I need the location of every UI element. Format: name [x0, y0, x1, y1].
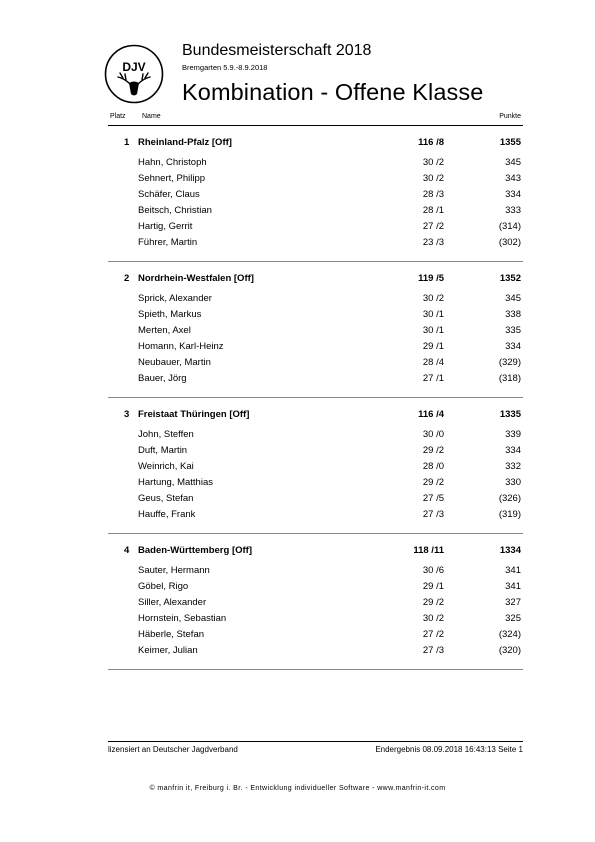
- member-score: 27 /1: [422, 373, 444, 384]
- column-punkte: Punkte: [499, 113, 521, 120]
- member-name: Hornstein, Sebastian: [138, 613, 227, 624]
- member-row: [108, 581, 523, 595]
- member-points: 330: [505, 477, 521, 488]
- member-points: 345: [505, 293, 521, 304]
- member-row: [108, 477, 523, 491]
- team-name: Rheinland-Pfalz [Off]: [138, 137, 232, 148]
- team-points: 1355: [499, 137, 521, 148]
- member-row: [108, 325, 523, 339]
- member-score: 30 /0: [422, 429, 444, 440]
- member-score: 28 /0: [422, 461, 444, 472]
- column-platz: Platz: [110, 113, 126, 120]
- member-score: 30 /6: [422, 565, 444, 576]
- team-name: Baden-Württemberg [Off]: [138, 545, 252, 556]
- team-rank: 4: [124, 545, 130, 556]
- member-row: [108, 293, 523, 307]
- member-score: 29 /2: [422, 597, 444, 608]
- team-rank: 2: [124, 273, 130, 284]
- member-row: [108, 309, 523, 323]
- member-score: 28 /3: [422, 189, 444, 200]
- member-row: [108, 157, 523, 171]
- member-row: [108, 565, 523, 579]
- member-name: Hauffe, Frank: [138, 509, 196, 520]
- member-name: Homann, Karl-Heinz: [138, 341, 224, 352]
- team-group: [108, 262, 523, 398]
- member-row: [108, 357, 523, 371]
- member-row: [108, 461, 523, 475]
- member-name: Sauter, Hermann: [138, 565, 210, 576]
- member-row: [108, 429, 523, 443]
- member-name: Schäfer, Claus: [138, 189, 200, 200]
- member-name: Spieth, Markus: [138, 309, 202, 320]
- event-subtitle: Bremgarten 5.9.-8.9.2018: [182, 63, 268, 72]
- member-score: 27 /3: [422, 509, 444, 520]
- member-row: [108, 597, 523, 611]
- member-points: (326): [498, 493, 521, 504]
- team-group: [108, 534, 523, 670]
- member-points: 327: [505, 597, 521, 608]
- djv-logo-icon: [104, 44, 164, 104]
- member-name: Neubauer, Martin: [138, 357, 211, 368]
- member-points: 343: [505, 173, 521, 184]
- member-name: Weinrich, Kai: [138, 461, 194, 472]
- team-rank: 3: [124, 409, 130, 420]
- member-row: [108, 373, 523, 387]
- member-row: [108, 493, 523, 507]
- team-points: 1352: [499, 273, 521, 284]
- page-title: Kombination - Offene Klasse: [182, 79, 484, 105]
- footer-rule: [108, 741, 523, 742]
- member-name: Geus, Stefan: [138, 493, 194, 504]
- team-row: [108, 273, 523, 287]
- member-name: Keimer, Julian: [138, 645, 198, 656]
- member-score: 28 /1: [422, 205, 444, 216]
- member-row: [108, 445, 523, 459]
- member-name: Hartig, Gerrit: [138, 221, 193, 232]
- member-name: Sehnert, Philipp: [138, 173, 206, 184]
- member-name: Bauer, Jörg: [138, 373, 187, 384]
- member-row: [108, 237, 523, 251]
- member-row: [108, 173, 523, 187]
- member-score: 27 /2: [422, 221, 444, 232]
- member-name: Sprick, Alexander: [138, 293, 212, 304]
- member-row: [108, 613, 523, 627]
- team-points: 1335: [499, 409, 521, 420]
- team-name: Freistaat Thüringen [Off]: [138, 409, 250, 420]
- member-name: Häberle, Stefan: [138, 629, 205, 640]
- member-row: [108, 189, 523, 203]
- member-points: (320): [498, 645, 521, 656]
- footer-license: lizensiert an Deutscher Jagdverband: [108, 745, 238, 754]
- member-score: 30 /1: [422, 325, 444, 336]
- member-row: [108, 341, 523, 355]
- member-score: 27 /5: [422, 493, 444, 504]
- member-points: 335: [505, 325, 521, 336]
- member-score: 30 /2: [422, 157, 444, 168]
- member-score: 30 /2: [422, 293, 444, 304]
- member-name: Merten, Axel: [138, 325, 191, 336]
- team-score: 119 /5: [418, 273, 444, 284]
- member-points: (318): [498, 373, 521, 384]
- member-score: 30 /1: [422, 309, 444, 320]
- team-rank: 1: [124, 137, 130, 148]
- logo-text: DJV: [122, 60, 146, 74]
- member-score: 27 /2: [422, 629, 444, 640]
- member-row: [108, 205, 523, 219]
- member-row: [108, 629, 523, 643]
- member-name: Göbel, Rigo: [138, 581, 189, 592]
- team-score: 116 /4: [418, 409, 444, 420]
- member-points: 334: [505, 445, 521, 456]
- member-points: 345: [505, 157, 521, 168]
- member-name: Duft, Martin: [138, 445, 188, 456]
- event-title: Bundesmeisterschaft 2018: [182, 42, 372, 59]
- member-points: 339: [505, 429, 521, 440]
- member-points: (319): [498, 509, 521, 520]
- team-score: 116 /8: [418, 137, 444, 148]
- team-row: [108, 137, 523, 151]
- member-score: 28 /4: [422, 357, 444, 368]
- column-name: Name: [142, 113, 161, 120]
- member-points: 333: [505, 205, 521, 216]
- footer-credit: © manfrin it, Freiburg i. Br. - Entwicklung individueller Software - www.manfrin-it.com: [149, 785, 446, 792]
- team-group: [108, 126, 523, 262]
- team-row: [108, 409, 523, 423]
- member-points: (314): [498, 221, 521, 232]
- team-name: Nordrhein-Westfalen [Off]: [138, 273, 254, 284]
- team-points: 1334: [499, 545, 521, 556]
- member-score: 29 /2: [422, 445, 444, 456]
- member-points: 332: [505, 461, 521, 472]
- member-score: 29 /2: [422, 477, 444, 488]
- member-score: 27 /3: [422, 645, 444, 656]
- member-name: John, Steffen: [138, 429, 194, 440]
- member-score: 30 /2: [422, 613, 444, 624]
- member-points: 334: [505, 189, 521, 200]
- member-name: Führer, Martin: [138, 237, 198, 248]
- member-score: 23 /3: [422, 237, 444, 248]
- member-name: Beitsch, Christian: [138, 205, 212, 216]
- member-name: Hartung, Matthias: [138, 477, 213, 488]
- column-header: [110, 113, 521, 125]
- member-row: [108, 221, 523, 235]
- member-points: (302): [498, 237, 521, 248]
- member-row: [108, 645, 523, 659]
- team-score: 118 /11: [413, 545, 444, 556]
- team-row: [108, 545, 523, 559]
- member-row: [108, 509, 523, 523]
- member-points: 341: [505, 581, 521, 592]
- member-score: 29 /1: [422, 581, 444, 592]
- footer-result-info: Endergebnis 08.09.2018 16:43:13 Seite 1: [375, 745, 523, 754]
- member-points: 338: [505, 309, 521, 320]
- member-score: 30 /2: [422, 173, 444, 184]
- member-points: (329): [498, 357, 521, 368]
- member-points: 334: [505, 341, 521, 352]
- member-name: Siller, Alexander: [138, 597, 207, 608]
- member-name: Hahn, Christoph: [138, 157, 207, 168]
- member-points: (324): [498, 629, 521, 640]
- team-group: [108, 398, 523, 534]
- member-score: 29 /1: [422, 341, 444, 352]
- member-points: 341: [505, 565, 521, 576]
- group-separator: [108, 669, 523, 670]
- member-points: 325: [505, 613, 521, 624]
